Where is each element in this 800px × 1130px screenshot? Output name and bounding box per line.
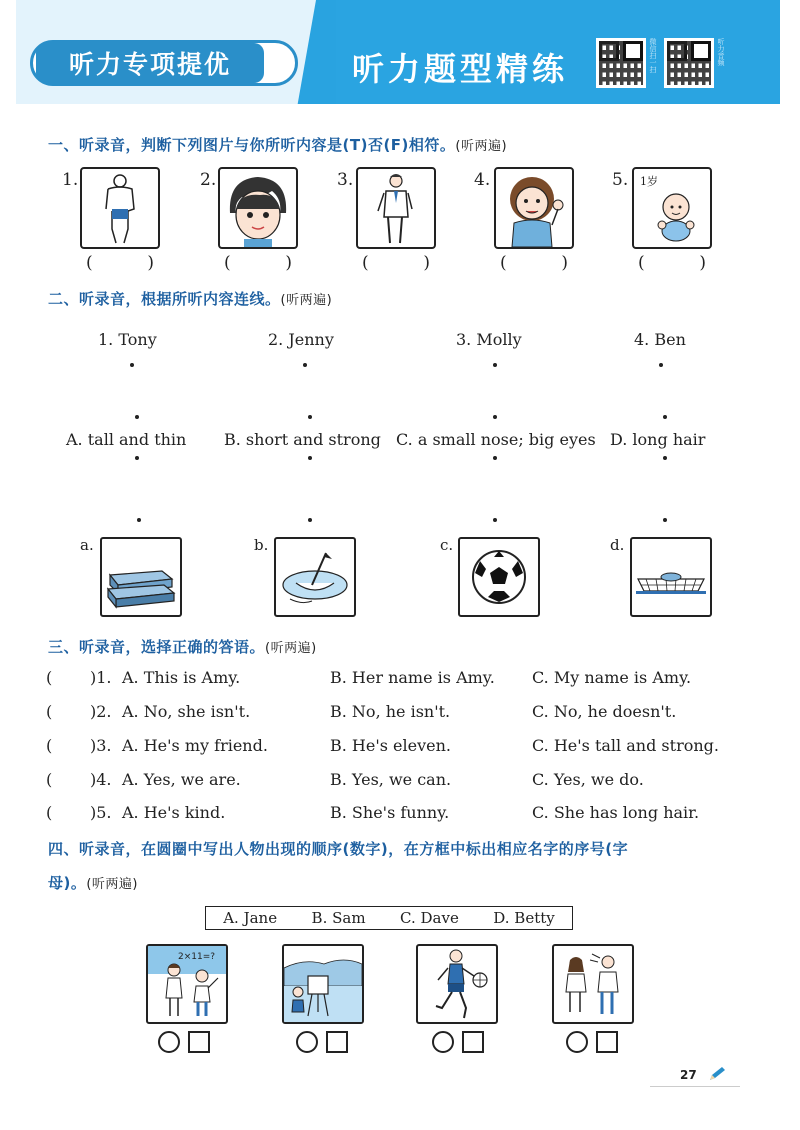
qr-label: 听力音频: [717, 38, 725, 66]
order-circle[interactable]: [566, 1031, 588, 1053]
pencil-icon: [708, 1066, 726, 1082]
p2-picture-letter: a.: [80, 536, 94, 554]
option-a: A. No, she isn't.: [122, 702, 251, 721]
books-icon: [102, 539, 180, 615]
match-dot[interactable]: [493, 415, 497, 419]
footer-divider: [650, 1086, 740, 1087]
basket-icon: [632, 539, 710, 615]
paren-close: ): [699, 253, 706, 273]
question-number: )5.: [90, 803, 112, 822]
paren-close: ): [423, 253, 430, 273]
p2-picture: [274, 537, 356, 617]
answer-paren[interactable]: (: [46, 770, 53, 789]
option-b: B. Yes, we can.: [330, 770, 452, 789]
p1-answer-paren[interactable]: [80, 253, 160, 273]
paren-close: ): [147, 253, 154, 273]
p1-item-number: 5.: [612, 170, 629, 190]
order-circle[interactable]: [296, 1031, 318, 1053]
option-b: B. He's eleven.: [330, 736, 451, 755]
question-number: )4.: [90, 770, 112, 789]
paren-open: (: [86, 253, 93, 273]
p2-person-name: 2. Jenny: [268, 330, 334, 349]
match-dot[interactable]: [663, 518, 667, 522]
p2-picture: [100, 537, 182, 617]
answer-paren[interactable]: (: [46, 736, 53, 755]
p2-person-name: 3. Molly: [456, 330, 522, 349]
p2-picture: [458, 537, 540, 617]
option-c: C. No, he doesn't.: [532, 702, 677, 721]
p1-picture: [80, 167, 160, 249]
match-dot[interactable]: [308, 456, 312, 460]
order-circle[interactable]: [158, 1031, 180, 1053]
name-option: B. Sam: [311, 909, 366, 927]
option-c: C. She has long hair.: [532, 803, 700, 822]
p2-person-name: 1. Tony: [98, 330, 157, 349]
page-number: 27: [680, 1068, 697, 1082]
part4-note: (听两遍): [86, 877, 139, 892]
p2-description: B. short and strong: [224, 430, 381, 449]
p1-picture: [218, 167, 298, 249]
part3-title: [48, 636, 317, 657]
match-dot[interactable]: [493, 456, 497, 460]
paren-open: (: [638, 253, 645, 273]
p1-picture: [632, 167, 712, 249]
painting-easel-icon: [284, 946, 362, 1022]
girl-waving-icon: [496, 169, 572, 247]
p4-picture: [416, 944, 498, 1024]
match-dot[interactable]: [303, 363, 307, 367]
answer-paren[interactable]: (: [46, 702, 53, 721]
board-text: 2×11=?: [178, 952, 216, 962]
p2-picture-letter: b.: [254, 536, 269, 554]
name-square[interactable]: [462, 1031, 484, 1053]
option-b: B. Her name is Amy.: [330, 668, 495, 687]
name-option: D. Betty: [493, 909, 555, 927]
p4-picture: [146, 944, 228, 1024]
match-dot[interactable]: [493, 518, 497, 522]
match-dot[interactable]: [663, 415, 667, 419]
p2-picture: [630, 537, 712, 617]
part1-title-text: 一、听录音，判断下列图片与你所听内容是(T)否(F)相符。: [48, 136, 456, 154]
match-dot[interactable]: [130, 363, 134, 367]
part4-title-line2: [48, 872, 138, 893]
part3-note: (听两遍): [265, 641, 317, 656]
match-dot[interactable]: [659, 363, 663, 367]
section-tag: 听力专项提优: [36, 43, 264, 83]
option-b: B. No, he isn't.: [330, 702, 451, 721]
p1-item-number: 4.: [474, 170, 491, 190]
girl-face-icon: [220, 169, 296, 247]
part4-title-text: 母)。: [48, 874, 87, 892]
p1-item-number: 2.: [200, 170, 217, 190]
option-a: A. Yes, we are.: [122, 770, 241, 789]
p1-picture: [356, 167, 436, 249]
p1-answer-paren[interactable]: [494, 253, 574, 273]
part3-title-text: 三、听录音，选择正确的答语。: [48, 638, 266, 656]
p2-description: D. long hair: [610, 430, 706, 449]
paren-open: (: [224, 253, 231, 273]
name-option: A. Jane: [223, 909, 278, 927]
part2-title: [48, 288, 332, 309]
name-options-box: [205, 906, 573, 930]
p4-picture: [282, 944, 364, 1024]
option-a: A. He's my friend.: [122, 736, 268, 755]
p2-picture-letter: d.: [610, 536, 625, 554]
paren-close: ): [561, 253, 568, 273]
match-dot[interactable]: [663, 456, 667, 460]
option-a: A. This is Amy.: [122, 668, 241, 687]
match-dot[interactable]: [135, 415, 139, 419]
paren-open: (: [500, 253, 507, 273]
match-dot[interactable]: [493, 363, 497, 367]
match-dot[interactable]: [135, 456, 139, 460]
answer-paren[interactable]: (: [46, 668, 53, 687]
p1-answer-paren[interactable]: [218, 253, 298, 273]
p1-answer-paren[interactable]: [356, 253, 436, 273]
p2-description: C. a small nose; big eyes: [396, 430, 596, 449]
boat-icon: [276, 539, 354, 615]
man-suit-icon: [358, 169, 434, 247]
name-square[interactable]: [326, 1031, 348, 1053]
name-option: C. Dave: [400, 909, 459, 927]
two-kids-talking-icon: [554, 946, 632, 1022]
paren-open: (: [362, 253, 369, 273]
part2-title-text: 二、听录音，根据所听内容连线。: [48, 290, 281, 308]
part1-title: [48, 134, 507, 155]
part4-title-line1: 四、听录音，在圆圈中写出人物出现的顺序(数字)，在方框中标出相应名字的序号(字: [48, 840, 629, 858]
qr-code-icon[interactable]: [664, 38, 714, 88]
option-c: C. My name is Amy.: [532, 668, 692, 687]
p1-answer-paren[interactable]: [632, 253, 712, 273]
qr-label: 微信扫一扫: [649, 38, 657, 73]
part1-note: (听两遍): [455, 139, 508, 154]
match-dot[interactable]: [137, 518, 141, 522]
muscular-man-icon: [82, 169, 158, 247]
p1-picture: [494, 167, 574, 249]
question-number: )1.: [90, 668, 112, 687]
name-square[interactable]: [188, 1031, 210, 1053]
p2-description: A. tall and thin: [66, 430, 187, 449]
p2-picture-letter: c.: [440, 536, 454, 554]
question-number: )3.: [90, 736, 112, 755]
football-icon: [460, 539, 538, 615]
question-number: )2.: [90, 702, 112, 721]
match-dot[interactable]: [308, 518, 312, 522]
p1-item-number: 1.: [62, 170, 79, 190]
p2-person-name: 4. Ben: [634, 330, 686, 349]
answer-paren[interactable]: (: [46, 803, 53, 822]
page-title: 听力题型精练: [352, 50, 569, 88]
match-dot[interactable]: [308, 415, 312, 419]
name-square[interactable]: [596, 1031, 618, 1053]
order-circle[interactable]: [432, 1031, 454, 1053]
option-b: B. She's funny.: [330, 803, 450, 822]
qr-code-icon[interactable]: [596, 38, 646, 88]
p1-item-number: 3.: [337, 170, 354, 190]
option-c: C. He's tall and strong.: [532, 736, 719, 755]
option-a: A. He's kind.: [122, 803, 226, 822]
paren-close: ): [285, 253, 292, 273]
baby-age-caption: 1岁: [640, 175, 658, 188]
part2-note: (听两遍): [280, 293, 333, 308]
basketball-player-icon: [418, 946, 496, 1022]
option-c: C. Yes, we do.: [532, 770, 644, 789]
p4-picture: [552, 944, 634, 1024]
